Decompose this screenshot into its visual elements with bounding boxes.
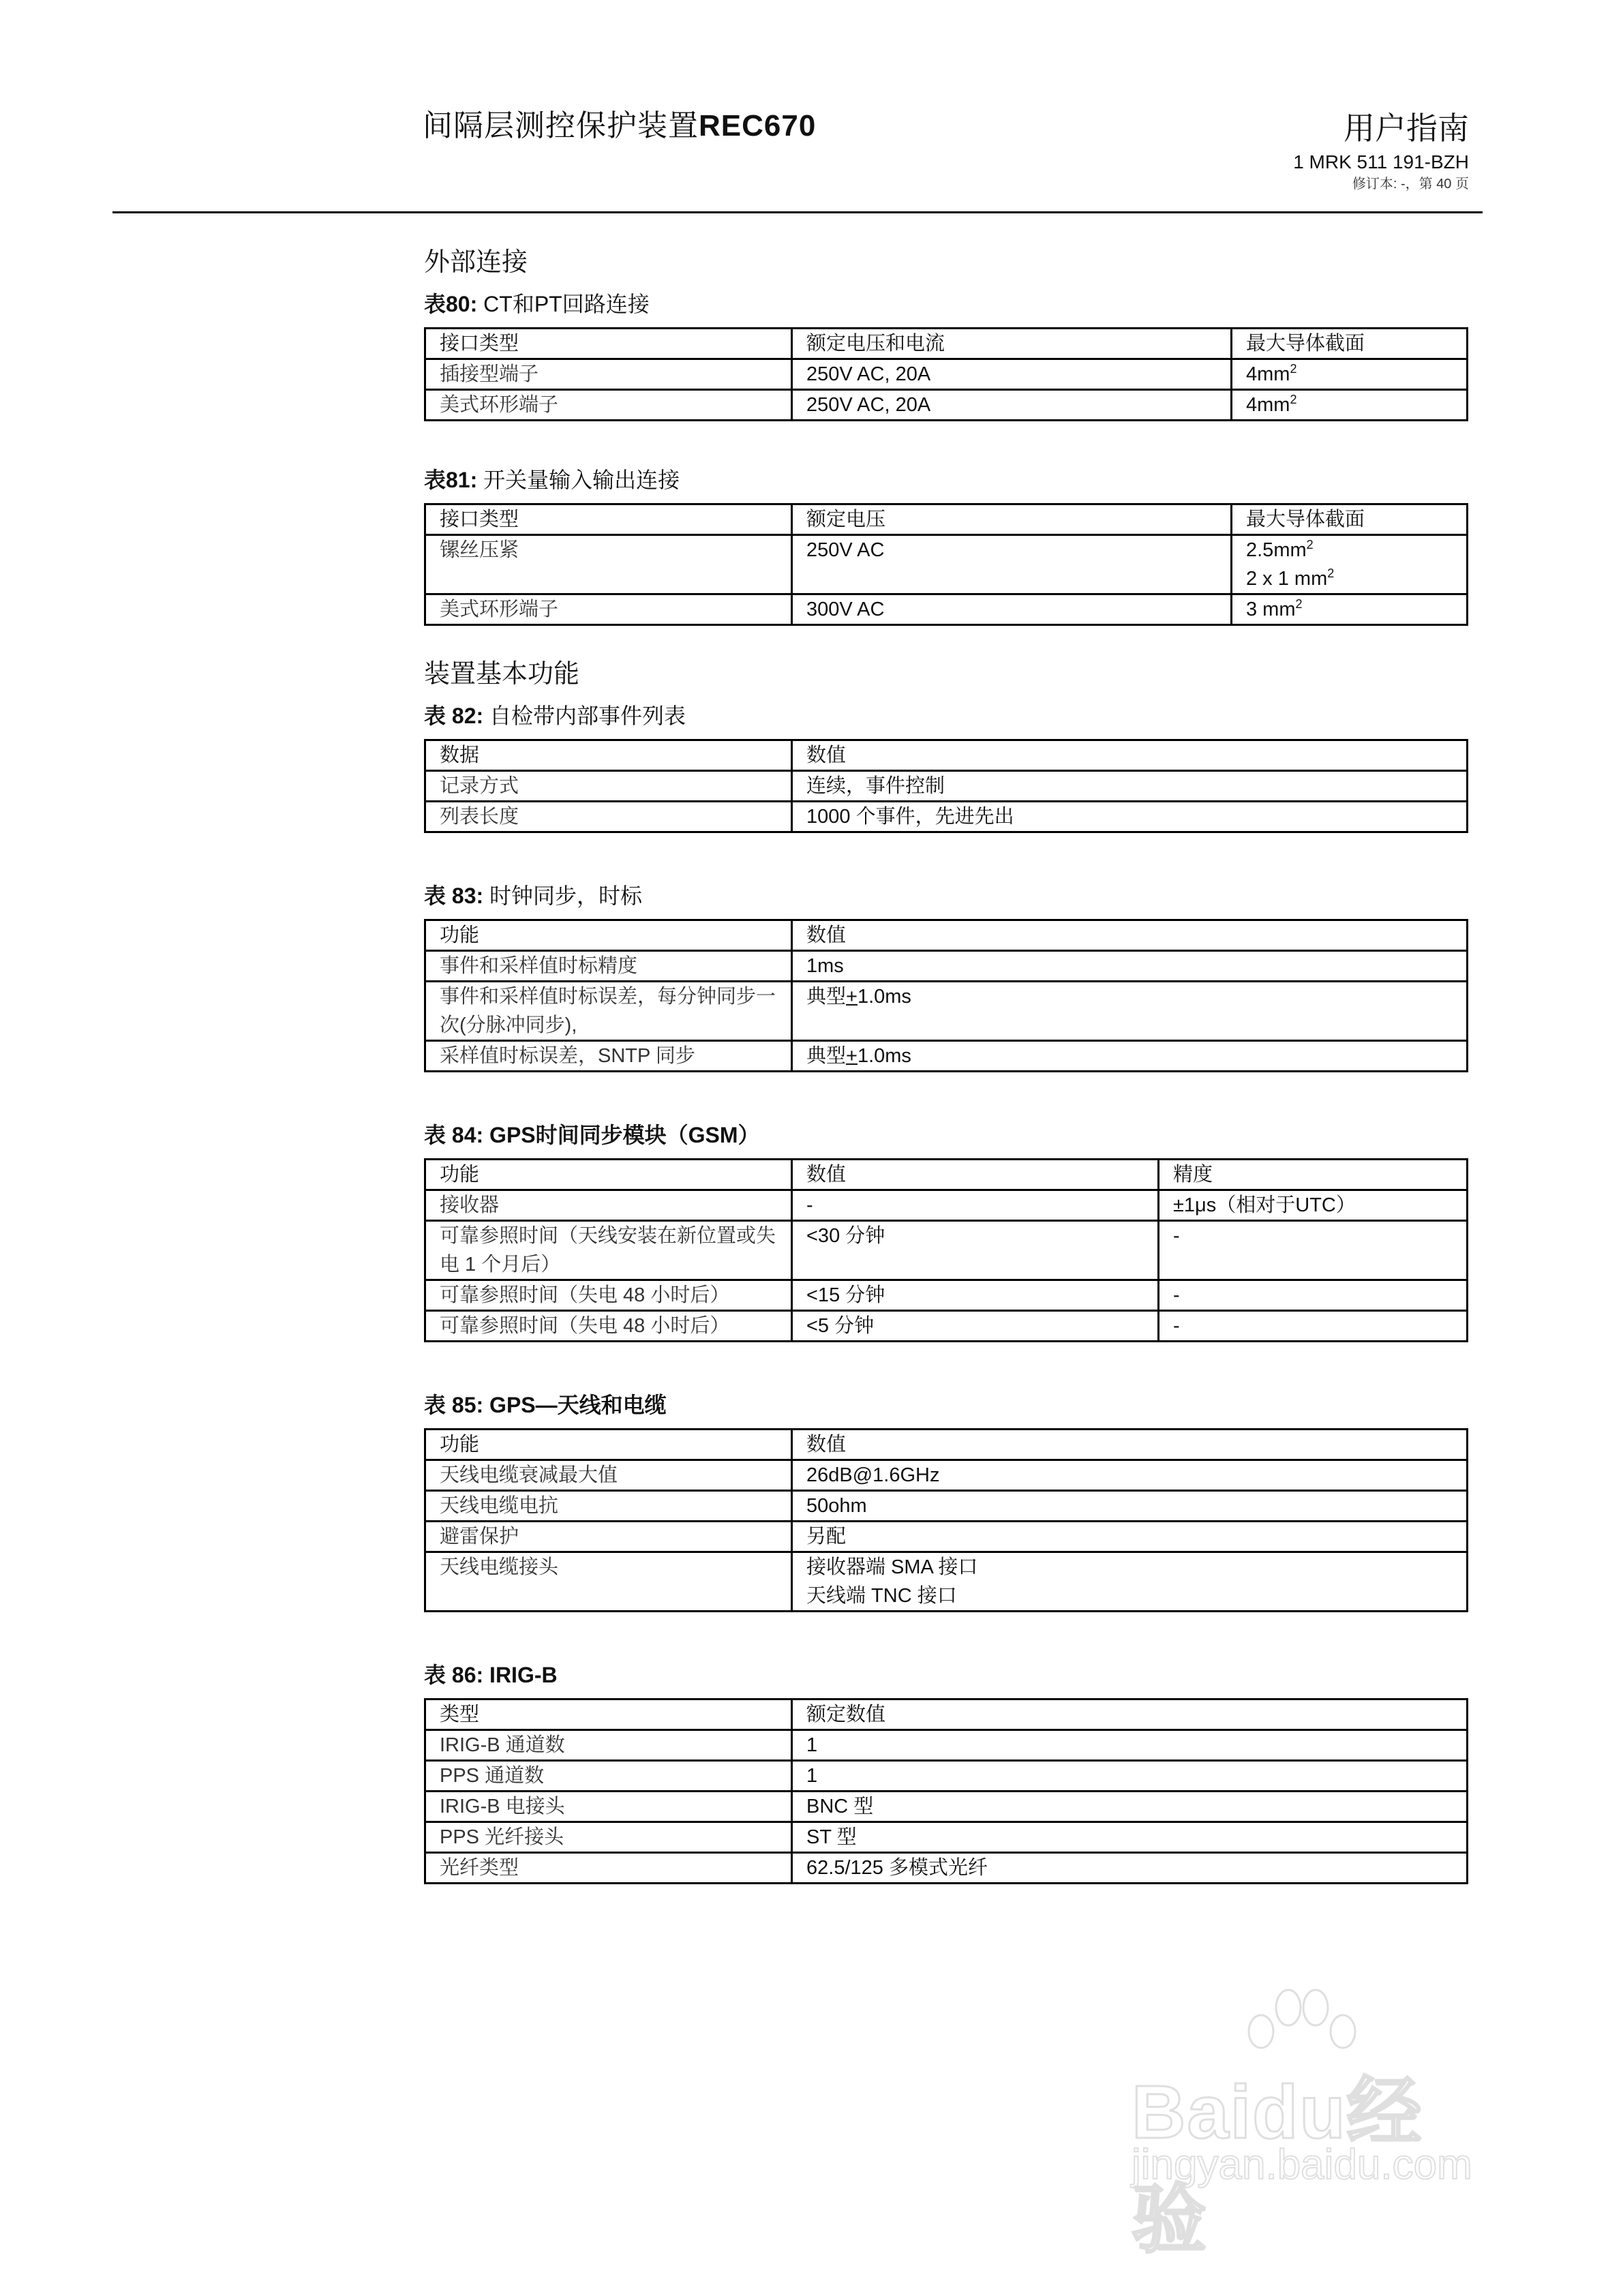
cell: 接收器 xyxy=(425,1190,792,1221)
document-title xyxy=(423,101,816,145)
header-cell: 最大导体截面 xyxy=(1232,504,1468,535)
title-model: REC670 xyxy=(699,109,817,142)
table-85-caption: 表 85: GPS—天线和电缆 xyxy=(424,1393,667,1417)
table-header-row xyxy=(425,740,1468,771)
header-cell: 最大导体截面 xyxy=(1232,329,1468,359)
cell: 事件和采样值时标精度 xyxy=(425,951,792,982)
header-cell: 数据 xyxy=(425,740,792,771)
table-82-caption: 表 82: 自检带内部事件列表 xyxy=(424,704,686,728)
baidu-watermark xyxy=(1132,2038,1472,2262)
table-row xyxy=(425,802,1468,832)
table-row xyxy=(425,1221,1468,1280)
cell: 美式环形端子 xyxy=(425,390,792,421)
header-cell: 接口类型 xyxy=(425,329,792,359)
table-row xyxy=(425,1460,1468,1491)
cell: 26dB@1.6GHz xyxy=(792,1460,1468,1491)
table-header-row xyxy=(425,329,1468,359)
header-cell: 数值 xyxy=(792,1160,1159,1190)
cell: 记录方式 xyxy=(425,771,792,802)
table-header-row xyxy=(425,920,1468,951)
header-cell: 功能 xyxy=(425,1160,792,1190)
table-header-row xyxy=(425,504,1468,535)
table-row xyxy=(425,1190,1468,1221)
cell: <15 分钟 xyxy=(792,1280,1159,1311)
table-row xyxy=(425,594,1468,625)
table-header-row xyxy=(425,1430,1468,1460)
table-row xyxy=(425,1522,1468,1552)
cell: 50ohm xyxy=(792,1491,1468,1522)
cell: 可靠参照时间（失电 48 小时后） xyxy=(425,1280,792,1311)
cell: $4mm^2$ xyxy=(1232,359,1468,390)
cell: 事件和采样值时标误差，每分钟同步一次(分脉冲同步), xyxy=(425,982,792,1041)
table-82 xyxy=(424,739,1468,833)
table-row xyxy=(425,951,1468,982)
table-row xyxy=(425,1822,1468,1853)
cell: $2.5mm^2$ 2 x 1 $mm^2$ xyxy=(1232,535,1468,594)
cell: 另配 xyxy=(792,1522,1468,1552)
cell: - xyxy=(1159,1280,1468,1311)
cell: 1 xyxy=(792,1761,1468,1792)
cell: 62.5/125 多模式光纤 xyxy=(792,1853,1468,1884)
cell: 光纤类型 xyxy=(425,1853,792,1884)
revision-page: 修订本: -，第 40 页 xyxy=(1352,177,1469,192)
cell: 可靠参照时间（天线安装在新位置或失电 1 个月后） xyxy=(425,1221,792,1280)
table-80 xyxy=(424,327,1468,421)
cell: PPS 通道数 xyxy=(425,1761,792,1792)
cell: - xyxy=(1159,1311,1468,1342)
cell: 250V AC, 20A xyxy=(792,359,1232,390)
table-row xyxy=(425,1041,1468,1072)
table-83 xyxy=(424,919,1468,1072)
cell: 250V AC, 20A xyxy=(792,390,1232,421)
table-row xyxy=(425,390,1468,421)
table-row xyxy=(425,1853,1468,1884)
doc-number: 1 MRK 511 191-BZH xyxy=(1293,151,1469,172)
table-row xyxy=(425,359,1468,390)
cell: <5 分钟 xyxy=(792,1311,1159,1342)
cell: $4mm^2$ xyxy=(1232,390,1468,421)
header-cell: 额定数值 xyxy=(792,1700,1468,1730)
table-row xyxy=(425,1761,1468,1792)
header-cell: 额定电压和电流 xyxy=(792,329,1232,359)
table-86-caption: 表 86: IRIG-B xyxy=(424,1663,558,1687)
header-divider xyxy=(112,211,1483,213)
header-cell: 功能 xyxy=(425,1430,792,1460)
cell: <30 分钟 xyxy=(792,1221,1159,1280)
header-cell: 功能 xyxy=(425,920,792,951)
cell: 1 xyxy=(792,1730,1468,1761)
header-cell: 数值 xyxy=(792,740,1468,771)
table-header-row xyxy=(425,1160,1468,1190)
cell: - xyxy=(1159,1221,1468,1280)
cell: IRIG-B 电接头 xyxy=(425,1792,792,1822)
table-84 xyxy=(424,1158,1468,1342)
cell: 插接型端子 xyxy=(425,359,792,390)
watermark-url: jingyan.baidu.com xyxy=(1132,2141,1472,2188)
cell: 250V AC xyxy=(792,535,1232,594)
cell: 列表长度 xyxy=(425,802,792,832)
cell: IRIG-B 通道数 xyxy=(425,1730,792,1761)
section-title-external-connections: 外部连接 xyxy=(424,248,528,277)
table-84-caption: 表 84: GPS时间同步模块（GSM） xyxy=(424,1123,760,1147)
header-cell: 类型 xyxy=(425,1700,792,1730)
table-row xyxy=(425,982,1468,1041)
header-meta xyxy=(1293,109,1469,194)
cell: 3 $mm^2$ xyxy=(1232,594,1468,625)
table-81-caption: 表81: 开关量输入输出连接 xyxy=(424,468,680,492)
cell: 可靠参照时间（失电 48 小时后） xyxy=(425,1311,792,1342)
table-row xyxy=(425,1792,1468,1822)
table-80-caption: 表80: CT和PT回路连接 xyxy=(424,292,650,316)
header-cell: 数值 xyxy=(792,1430,1468,1460)
cell: 300V AC xyxy=(792,594,1232,625)
table-row xyxy=(425,1730,1468,1761)
table-row xyxy=(425,1280,1468,1311)
header-cell: 额定电压 xyxy=(792,504,1232,535)
cell: 采样值时标误差，SNTP 同步 xyxy=(425,1041,792,1072)
cell: BNC 型 xyxy=(792,1792,1468,1822)
page-content xyxy=(424,245,1470,1927)
table-row xyxy=(425,1491,1468,1522)
cell: PPS 光纤接头 xyxy=(425,1822,792,1853)
cell: 镙丝压紧 xyxy=(425,535,792,594)
table-83-caption: 表 83: 时钟同步，时标 xyxy=(424,883,643,908)
cell: 典型+1.0ms xyxy=(792,1041,1468,1072)
cell: 1ms xyxy=(792,951,1468,982)
cell: 天线电缆电抗 xyxy=(425,1491,792,1522)
section-title-basic-functions: 装置基本功能 xyxy=(424,660,580,689)
cell: 1000 个事件，先进先出 xyxy=(792,802,1468,832)
cell: - xyxy=(792,1190,1159,1221)
table-row xyxy=(425,1311,1468,1342)
cell: ST 型 xyxy=(792,1822,1468,1853)
table-row xyxy=(425,1552,1468,1612)
table-row xyxy=(425,535,1468,594)
table-85 xyxy=(424,1428,1468,1612)
cell: 连续，事件控制 xyxy=(792,771,1468,802)
watermark-logo-text: Baidu经验 xyxy=(1132,2070,1423,2262)
cell: 美式环形端子 xyxy=(425,594,792,625)
header-cell: 数值 xyxy=(792,920,1468,951)
cell: 典型+1.0ms xyxy=(792,982,1468,1041)
header-cell: 接口类型 xyxy=(425,504,792,535)
table-row xyxy=(425,771,1468,802)
cell: ±1μs（相对于UTC） xyxy=(1159,1190,1468,1221)
table-86 xyxy=(424,1698,1468,1884)
header-cell: 精度 xyxy=(1159,1160,1468,1190)
cell: 接收器端 SMA 接口 天线端 TNC 接口 xyxy=(792,1552,1468,1612)
title-chinese: 间隔层测控保护装置 xyxy=(423,109,699,142)
doc-type: 用户指南 xyxy=(1344,110,1469,146)
table-header-row xyxy=(425,1700,1468,1730)
cell: 天线电缆衰减最大值 xyxy=(425,1460,792,1491)
table-81 xyxy=(424,503,1468,626)
cell: 天线电缆接头 xyxy=(425,1552,792,1612)
cell: 避雷保护 xyxy=(425,1522,792,1552)
